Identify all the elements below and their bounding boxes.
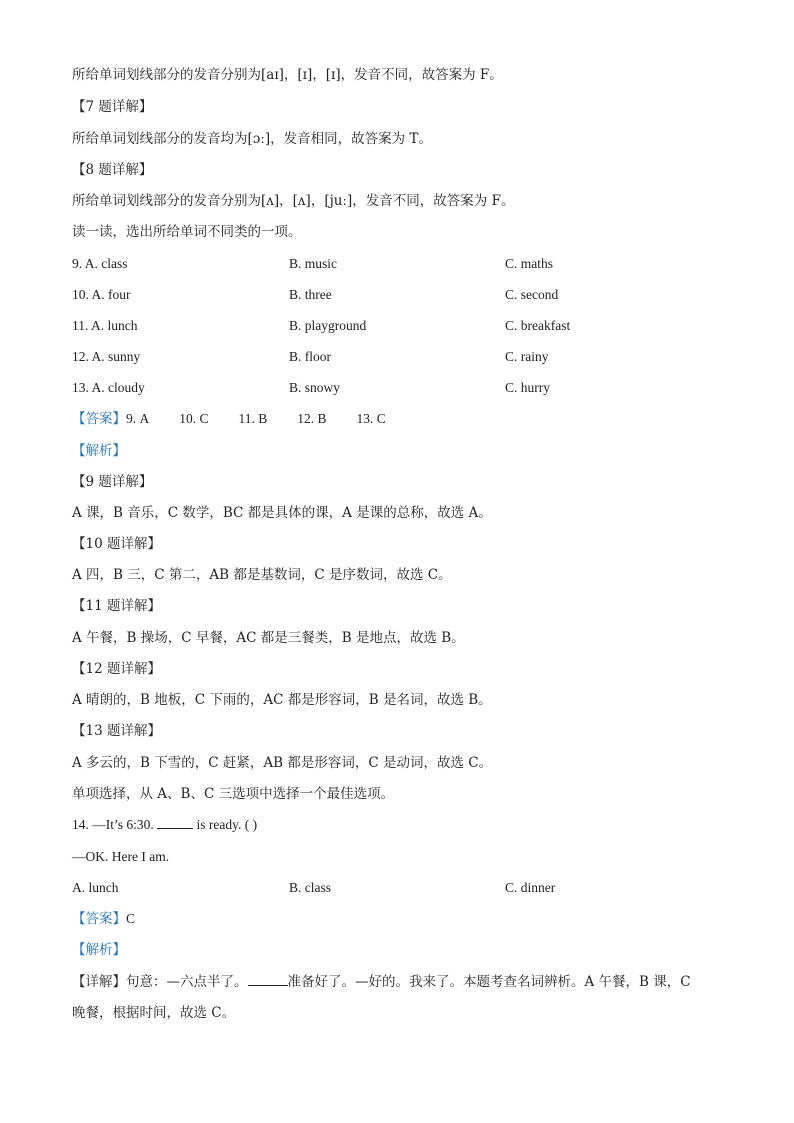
detail-heading-11: 【11 题详解】 xyxy=(72,598,161,614)
section-instruction-odd-one-out: 读一读，选出所给单词不同类的一项。 xyxy=(72,224,302,240)
q12-option-b: B. floor xyxy=(289,349,331,364)
q14-answer-line xyxy=(72,910,135,928)
detail-heading-8: 【8 题详解】 xyxy=(72,162,153,178)
q9-option-b: B. music xyxy=(289,256,338,271)
answer-11: 11. B xyxy=(238,411,268,426)
q14-answer-tag: 【答案】 xyxy=(72,911,126,927)
explanation-line-7: 所给单词划线部分的发音均为[ɔː]，发音相同，故答案为 T。 xyxy=(72,131,432,147)
q11-option-c: C. breakfast xyxy=(505,318,571,333)
section-instruction-single-choice: 单项选择，从 A、B、C 三选项中选择一个最佳选项。 xyxy=(72,786,395,802)
q11-option-a: 11. A. lunch xyxy=(72,318,138,333)
q14-answer: C xyxy=(126,911,136,926)
q14-detail-blank xyxy=(248,973,288,986)
detail-text-13: A 多云的，B 下雪的，C 赶紧，AB 都是形容词，C 是动词，故选 C。 xyxy=(72,755,493,771)
detail-text-11: A 午餐，B 操场，C 早餐，AC 都是三餐类，B 是地点，故选 B。 xyxy=(72,630,465,646)
q13-option-b: B. snowy xyxy=(289,380,341,395)
detail-text-9: A 课，B 音乐，C 数学，BC 都是具体的课，A 是课的总称，故选 A。 xyxy=(72,505,492,521)
q9-option-a: 9. A. class xyxy=(72,256,128,271)
analysis-tag: 【解析】 xyxy=(72,443,126,459)
detail-heading-7: 【7 题详解】 xyxy=(72,99,153,115)
q14-detail-line-2: 晚餐，根据时间，故选 C。 xyxy=(72,1005,236,1021)
q10-option-c: C. second xyxy=(505,287,559,302)
answer-10: 10. C xyxy=(179,411,209,426)
detail-heading-9: 【9 题详解】 xyxy=(72,474,153,490)
detail-heading-10: 【10 题详解】 xyxy=(72,536,161,552)
answer-12: 12. B xyxy=(297,411,327,426)
explanation-line-6: 所给单词划线部分的发音分别为[aɪ]，[ɪ]，[ɪ]，发音不同，故答案为 F。 xyxy=(72,67,503,83)
q14-detail-line-1 xyxy=(72,973,691,991)
detail-heading-13: 【13 题详解】 xyxy=(72,723,161,739)
explanation-line-8: 所给单词划线部分的发音分别为[ʌ]，[ʌ]，[juː]，发音不同，故答案为 F。 xyxy=(72,193,515,209)
q14-option-a: A. lunch xyxy=(72,880,119,895)
answer-line-9-13 xyxy=(72,410,416,428)
q9-option-c: C. maths xyxy=(505,256,554,271)
q14-analysis-tag: 【解析】 xyxy=(72,942,126,958)
answer-tag: 【答案】 xyxy=(72,411,126,426)
q14-suffix: is ready. ( ) xyxy=(193,817,258,832)
q14-prefix: 14. —It’s 6:30. xyxy=(72,817,158,832)
q14-detail-tag: 【详解】 xyxy=(72,974,126,990)
q13-option-c: C. hurry xyxy=(505,380,550,395)
detail-text-12: A 晴朗的，B 地板，C 下雨的，AC 都是形容词，B 是名词，故选 B。 xyxy=(72,692,492,708)
q14-stem xyxy=(72,816,257,834)
q14-detail-pre: 句意：—六点半了。 xyxy=(126,974,248,990)
q12-option-c: C. rainy xyxy=(505,349,549,364)
q11-option-b: B. playground xyxy=(289,318,367,333)
q14-detail-post: 准备好了。—好的。我来了。本题考查名词辨析。A 午餐，B 课，C xyxy=(287,974,691,990)
q14-option-c: C. dinner xyxy=(505,880,556,895)
q14-option-b: B. class xyxy=(289,880,331,895)
detail-text-10: A 四，B 三，C 第二，AB 都是基数词，C 是序数词，故选 C。 xyxy=(72,567,452,583)
q14-blank xyxy=(157,816,193,829)
answer-9: 9. A xyxy=(126,411,150,426)
q10-option-b: B. three xyxy=(289,287,332,302)
q13-option-a: 13. A. cloudy xyxy=(72,380,145,395)
detail-heading-12: 【12 题详解】 xyxy=(72,661,161,677)
q14-response: —OK. Here I am. xyxy=(72,849,170,864)
q12-option-a: 12. A. sunny xyxy=(72,349,141,364)
answer-13: 13. C xyxy=(356,411,386,426)
q10-option-a: 10. A. four xyxy=(72,287,131,302)
